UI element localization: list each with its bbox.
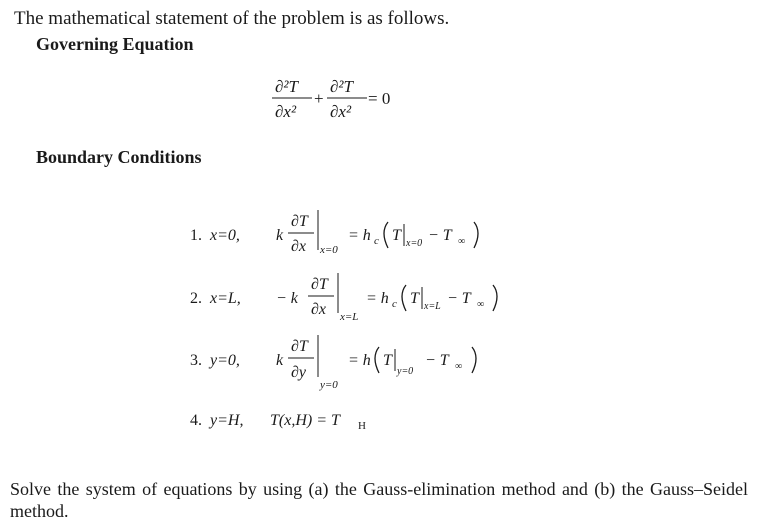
c3-rhs-T: T <box>383 352 392 369</box>
c2-coef: − k <box>276 290 298 307</box>
intro-text: The mathematical statement of the problem is as follows. <box>14 8 450 29</box>
c3-rhs-minus: − T <box>425 352 449 369</box>
c2-number: 2. <box>190 290 202 307</box>
c1-location: x=0, <box>210 227 240 244</box>
c3-rhs-pre: = h <box>348 352 371 369</box>
closing-paragraph: Solve the system of equations by using (a) the Gauss-elimination method and (b) the Gauss–Seidel method. <box>10 479 748 521</box>
ge-plus: + <box>314 89 324 108</box>
c2-rhs-minus: − T <box>447 290 471 307</box>
governing-equation-heading: Governing Equation <box>36 34 194 54</box>
c1-num: ∂T <box>291 213 308 230</box>
governing-equation <box>272 77 390 121</box>
c1-rhs-sub: c <box>374 235 379 247</box>
ge-den1: ∂x² <box>275 102 297 121</box>
c1-eval: x=0 <box>320 244 338 256</box>
c2-num: ∂T <box>311 276 328 293</box>
ge-rhs: = 0 <box>368 89 391 108</box>
c4-sub: H <box>358 420 366 432</box>
c2-close-paren <box>493 285 497 311</box>
c2-rhs-sub: c <box>392 298 397 310</box>
c2-rhs-inf: ∞ <box>477 299 485 310</box>
c3-number: 3. <box>190 352 202 369</box>
condition-2 <box>190 273 497 323</box>
c3-open-paren <box>375 347 379 373</box>
ge-den2: ∂x² <box>330 102 352 121</box>
c1-rhs-T: T <box>392 227 401 244</box>
boundary-conditions-heading: Boundary Conditions <box>36 147 202 167</box>
c3-location: y=0, <box>210 352 240 369</box>
condition-3 <box>190 335 476 391</box>
c4-expr: T(x,H) = T <box>270 412 340 429</box>
c3-close-paren <box>472 347 476 373</box>
c1-rhs-pre: = h <box>348 227 371 244</box>
c2-open-paren <box>402 285 406 311</box>
c1-close-paren <box>474 222 478 248</box>
c4-number: 4. <box>190 412 202 429</box>
c1-rhs-inf: ∞ <box>458 236 466 247</box>
c1-coef: k <box>276 227 284 244</box>
c2-rhs-pre: = h <box>366 290 389 307</box>
c1-rhs-minus: − T <box>428 227 452 244</box>
c3-den: ∂y <box>291 364 307 381</box>
c2-den: ∂x <box>311 301 327 318</box>
c3-eval: y=0 <box>320 379 338 391</box>
ge-num1: ∂²T <box>275 77 298 96</box>
c2-location: x=L, <box>210 290 241 307</box>
c1-rhs-eval: x=0 <box>406 238 423 249</box>
ge-num2: ∂²T <box>330 77 353 96</box>
c4-text: y=H, <box>210 412 244 429</box>
c3-rhs-inf: ∞ <box>455 361 463 372</box>
c2-eval: x=L <box>340 311 359 323</box>
c3-num: ∂T <box>291 338 308 355</box>
condition-1 <box>190 210 478 256</box>
condition-4 <box>190 412 366 432</box>
c3-rhs-eval: y=0 <box>397 366 414 377</box>
c2-rhs-T: T <box>410 290 419 307</box>
c1-open-paren <box>384 222 388 248</box>
c1-den: ∂x <box>291 238 307 255</box>
c2-rhs-eval: x=L <box>424 301 441 312</box>
c3-coef: k <box>276 352 284 369</box>
c1-number: 1. <box>190 227 202 244</box>
